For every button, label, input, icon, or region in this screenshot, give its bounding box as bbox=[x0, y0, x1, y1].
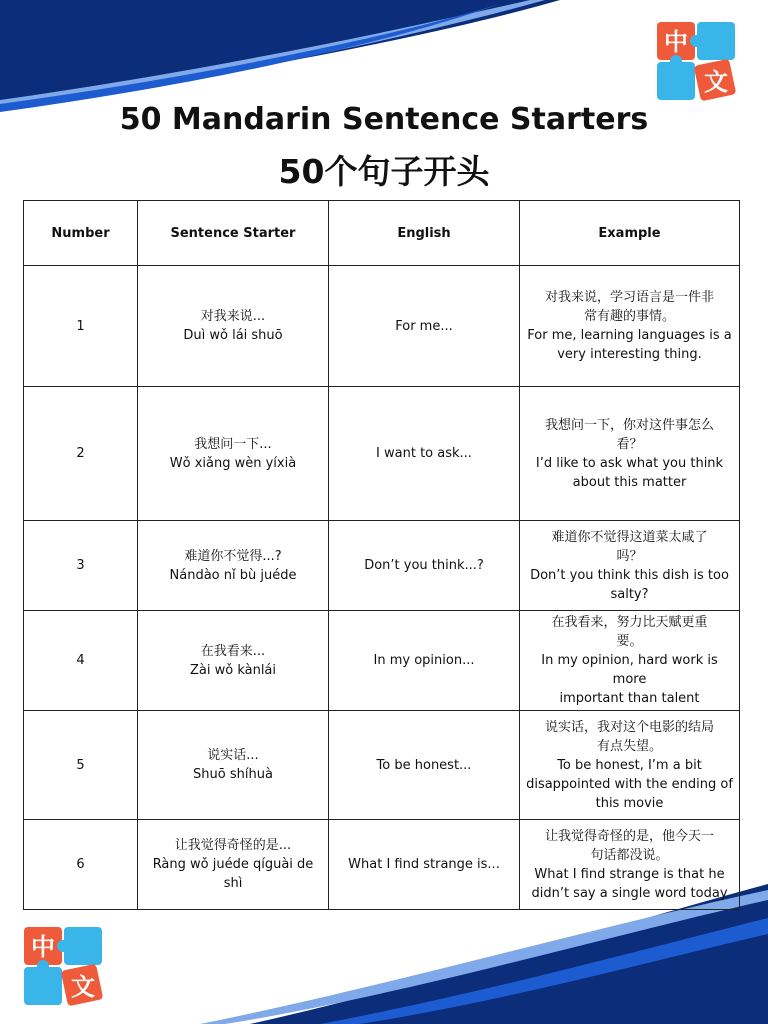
puzzle-logo-icon bbox=[22, 925, 106, 1009]
row-number: 3 bbox=[24, 521, 138, 611]
row-number: 1 bbox=[24, 266, 138, 387]
starter-chinese: 在我看来... bbox=[200, 643, 266, 659]
example-english-line: For me, learning languages is a bbox=[527, 328, 732, 343]
table-header-row bbox=[24, 201, 740, 266]
starter-pinyin: Zài wǒ kànlái bbox=[189, 662, 277, 678]
example-cell bbox=[520, 711, 740, 820]
example-english-line: What I find strange is that he bbox=[534, 866, 725, 882]
example-cell bbox=[520, 521, 740, 611]
example-english-line: important than talent bbox=[559, 691, 700, 706]
example-chinese-line: 要。 bbox=[616, 634, 643, 649]
starter-chinese: 我想问一下... bbox=[194, 436, 272, 452]
example-chinese-line: 常有趣的事情。 bbox=[583, 309, 675, 324]
table-row bbox=[24, 266, 740, 387]
header-english: English bbox=[329, 201, 520, 266]
example-english-line: salty? bbox=[610, 586, 649, 602]
example-chinese-line: 看？ bbox=[616, 436, 643, 452]
example-chinese-line: 句话都没说。 bbox=[590, 847, 669, 863]
example-english-line: this movie bbox=[595, 795, 664, 811]
table-row bbox=[24, 611, 740, 711]
header-sentence-starter: Sentence Starter bbox=[138, 201, 329, 266]
example-chinese-line: 让我觉得奇怪的是，他今天一 bbox=[544, 828, 714, 844]
table-row bbox=[24, 820, 740, 910]
starter-pinyin: Wǒ xiǎng wèn yíxià bbox=[169, 455, 297, 471]
table-row bbox=[24, 711, 740, 820]
example-english-line: disappointed with the ending of bbox=[526, 776, 733, 792]
english-cell: For me... bbox=[329, 266, 520, 387]
starter-cell bbox=[138, 611, 329, 711]
logo-char-bottom: 文 bbox=[704, 68, 728, 96]
example-chinese-line: 难道你不觉得这道菜太咸了 bbox=[551, 529, 708, 545]
example-english-line: about this matter bbox=[572, 474, 687, 490]
starter-pinyin: Shuō shíhuà bbox=[193, 767, 273, 782]
example-cell bbox=[520, 387, 740, 521]
example-english-line: I’d like to ask what you think bbox=[535, 455, 724, 471]
starter-cell bbox=[138, 521, 329, 611]
header-example: Example bbox=[520, 201, 740, 266]
english-cell: What I find strange is... bbox=[329, 820, 520, 910]
logo-char-bottom: 文 bbox=[71, 973, 95, 1001]
example-chinese-line: 对我来说，学习语言是一件非 bbox=[544, 290, 714, 305]
page-title-english: 50 Mandarin Sentence Starters bbox=[119, 102, 649, 137]
english-cell: I want to ask... bbox=[329, 387, 520, 521]
example-english-line: Don’t you think this dish is too bbox=[530, 567, 729, 583]
example-english-line: To be honest, I’m a bit bbox=[557, 757, 702, 773]
example-chinese-line: 吗？ bbox=[616, 548, 643, 564]
page-title-chinese: 50个句子开头 bbox=[278, 152, 490, 191]
example-english-line: In my opinion, hard work is more bbox=[541, 653, 718, 687]
starter-chinese: 对我来说... bbox=[200, 309, 266, 324]
example-english-line: didn’t say a single word today bbox=[531, 885, 728, 901]
starter-pinyin: Ràng wǒ juéde qíguài de shì bbox=[152, 857, 314, 891]
row-number: 4 bbox=[24, 611, 138, 711]
table-row bbox=[24, 521, 740, 611]
example-chinese-line: 在我看来，努力比天赋更重 bbox=[551, 615, 708, 630]
starter-pinyin: Duì wǒ lái shuō bbox=[183, 328, 283, 343]
starter-chinese: 说实话... bbox=[207, 748, 259, 763]
starter-cell bbox=[138, 266, 329, 387]
example-cell bbox=[520, 820, 740, 910]
starter-cell bbox=[138, 820, 329, 910]
table-row bbox=[24, 387, 740, 521]
example-cell bbox=[520, 611, 740, 711]
example-cell bbox=[520, 266, 740, 387]
sentence-starters-table bbox=[23, 200, 740, 910]
starter-cell bbox=[138, 711, 329, 820]
example-english-line: very interesting thing. bbox=[557, 347, 702, 362]
row-number: 5 bbox=[24, 711, 138, 820]
example-chinese-line: 说实话，我对这个电影的结局 bbox=[544, 719, 714, 735]
puzzle-logo-icon bbox=[655, 20, 739, 104]
english-cell: Don’t you think...? bbox=[329, 521, 520, 611]
header-number: Number bbox=[24, 201, 138, 266]
english-cell: In my opinion... bbox=[329, 611, 520, 711]
row-number: 6 bbox=[24, 820, 138, 910]
row-number: 2 bbox=[24, 387, 138, 521]
example-chinese-line: 有点失望。 bbox=[596, 738, 662, 754]
english-cell: To be honest... bbox=[329, 711, 520, 820]
logo-char-top: 中 bbox=[31, 933, 55, 961]
logo-char-top: 中 bbox=[664, 28, 688, 56]
starter-cell bbox=[138, 387, 329, 521]
starter-chinese: 难道你不觉得...? bbox=[184, 548, 282, 564]
example-chinese-line: 我想问一下，你对这件事怎么 bbox=[544, 417, 714, 433]
starter-chinese: 让我觉得奇怪的是... bbox=[174, 838, 292, 853]
starter-pinyin: Nándào nǐ bù juéde bbox=[169, 567, 297, 583]
